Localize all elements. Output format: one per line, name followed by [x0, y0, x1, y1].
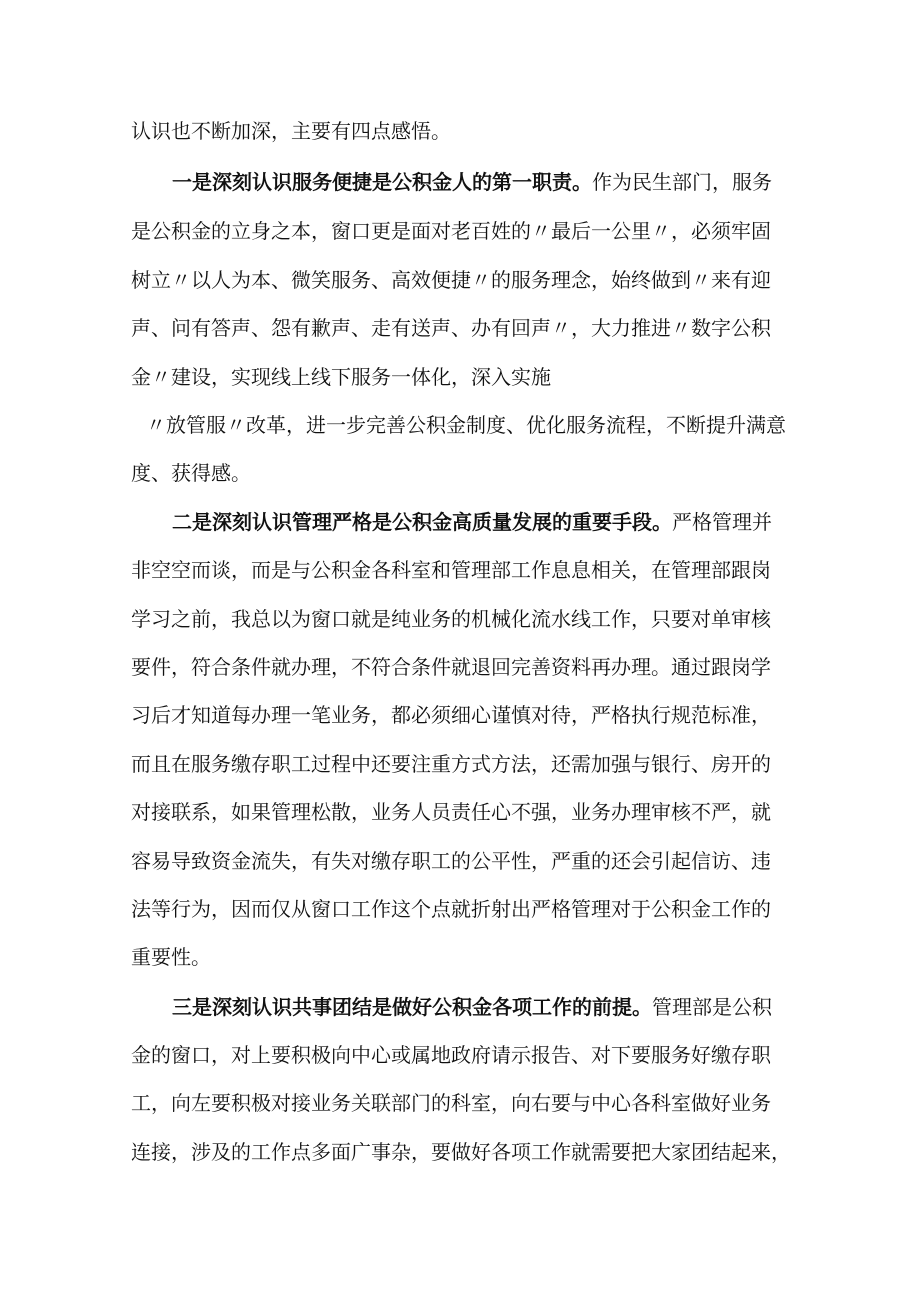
- text-line: 连接，涉及的工作点多面广事杂，要做好各项工作就需要把大家团结起来，: [131, 1140, 791, 1164]
- text-line: 度、获得感。: [131, 461, 251, 485]
- text-line: 非空空而谈，而是与公积金各科室和管理部工作息息相关，在管理部跟岗: [131, 558, 771, 582]
- paragraph-first-line: [172, 169, 772, 195]
- paragraph-heading: 一是深刻认识服务便捷是公积金人的第一职责。: [172, 170, 592, 194]
- paragraph-heading: 二是深刻认识管理严格是公积金高质量发展的重要手段。: [172, 510, 672, 534]
- text-line: 学习之前，我总以为窗口就是纯业务的机械化流水线工作，只要对单审核: [131, 607, 771, 631]
- text-line: 〃放管服〃改革，进一步完善公积金制度、优化服务流程，不断提升满意: [146, 413, 786, 437]
- text-line: 习后才知道每办理一笔业务，都必须细心谨慎对待，严格执行规范标准，: [131, 703, 771, 727]
- text-line: 认识也不断加深，主要有四点感悟。: [131, 119, 451, 143]
- text-line: 法等行为，因而仅从窗口工作这个点就折射出严格管理对于公积金工作的: [131, 897, 771, 921]
- text-run: 管理部是公积: [652, 995, 772, 1019]
- text-line: 对接联系，如果管理松散，业务人员责任心不强，业务办理审核不严，就: [131, 800, 771, 824]
- paragraph-heading: 三是深刻认识共事团结是做好公积金各项工作的前提。: [172, 995, 652, 1019]
- text-line: 是公积金的立身之本，窗口更是面对老百姓的〃最后一公里〃，必须牢固: [131, 219, 771, 243]
- text-line: 金〃建设，实现线上线下服务一体化，深入实施: [131, 365, 551, 389]
- text-run: 严格管理并: [672, 510, 772, 534]
- text-line: 而且在服务缴存职工过程中还要注重方式方法，还需加强与银行、房开的: [131, 752, 771, 776]
- text-line: 金的窗口，对上要积极向中心或属地政府请示报告、对下要服务好缴存职: [131, 1043, 771, 1067]
- text-line: 声、问有答声、怨有歉声、走有送声、办有回声〃，大力推进〃数字公积: [131, 316, 771, 340]
- paragraph-first-line: [172, 509, 772, 535]
- text-line: 容易导致资金流失，有失对缴存职工的公平性，严重的还会引起信访、违: [131, 849, 771, 873]
- text-line: 树立〃以人为本、微笑服务、高效便捷〃的服务理念，始终做到〃来有迎: [131, 268, 771, 292]
- text-run: 作为民生部门，服务: [592, 170, 772, 194]
- paragraph-first-line: [172, 994, 772, 1020]
- text-line: 工，向左要积极对接业务关联部门的科室，向右要与中心各科室做好业务: [131, 1091, 771, 1115]
- text-line: 重要性。: [131, 945, 211, 969]
- text-line: 要件，符合条件就办理，不符合条件就退回完善资料再办理。通过跟岗学: [131, 655, 771, 679]
